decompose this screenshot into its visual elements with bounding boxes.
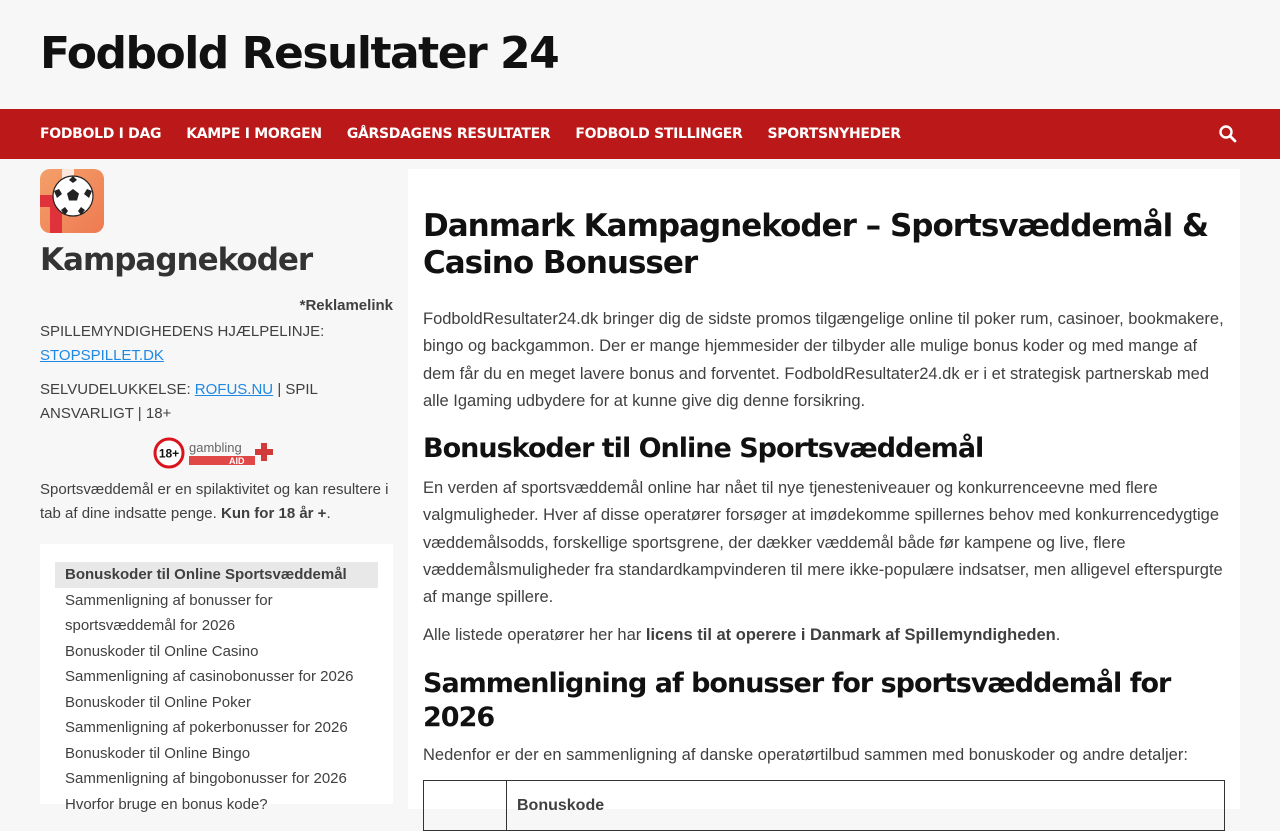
helpline — [40, 320, 393, 368]
toc-item-bonuskoder-sportsvaeddemal[interactable]: Bonuskoder til Online Sportsvæddemål — [55, 562, 378, 588]
table-header-row — [424, 781, 1225, 831]
toc-item-sammenligning-poker[interactable]: Sammenligning af pokerbonusser for 2026 — [65, 719, 348, 736]
soccer-ball-icon[interactable] — [40, 169, 104, 233]
toc-item-sammenligning-bingo[interactable]: Sammenligning af bingobonusser for 2026 — [65, 770, 347, 787]
nav-item-garsdagens-resultater[interactable]: GÅRSDAGENS RESULTATER — [346, 126, 551, 142]
nav-item-fodbold-i-dag[interactable]: FODBOLD I DAG — [40, 126, 162, 142]
disclaimer — [40, 478, 393, 526]
comparison-intro: Nedenfor er der en sammenligning af danske operatørtilbud sammen med bonuskoder og andre detaljer: — [423, 745, 1188, 764]
sidebar-title: Kampagnekoder — [40, 242, 313, 278]
rofus-link[interactable]: ROFUS.NU — [194, 381, 274, 398]
license-bold: licens til at operere i Danmark af Spillemyndigheden — [645, 625, 1056, 644]
disclaimer-end: . — [326, 505, 331, 522]
intro-paragraph: FodboldResultater24.dk bringer dig de sidste promos tilgængelige online til poker rum, casinoer, bookmakere, bingo og backgammon. Der er mange hjemmesider der tilbyder alle mulige bonus koder og med mange af dem får du en meget lavere bonus and forventet. FodboldResultater24.dk er i et strategisk partnerskab med alle Igaming udbydere for at kunne give dig denne forsikring. — [423, 310, 1224, 410]
site-header — [0, 0, 1280, 109]
gambling-aid-logo[interactable] — [185, 437, 281, 469]
sportsvaeddemal-paragraph: En verden af sportsvæddemål online har nået til nye tjenesteniveauer og konkurrenceevne med flere valgmuligheder. Hver af disse operatører forsøger at imødekomme spillernes behov med konkurrencedygtige væddemålsodds, forskellige sportsgrene, der dækker væddemål både før kampene og live, flere væddemålsmuligheder fra standardkampvinderen til mere ikke-populære indsatser, men alligevel efterspurgte af mange spillere. — [423, 479, 1223, 607]
license-paragraph — [423, 622, 1225, 649]
helpline-label: SPILLEMYNDIGHEDENS HJÆLPELINJE: — [40, 323, 325, 340]
disclaimer-bold: Kun for 18 år + — [220, 505, 327, 522]
nav-item-fodbold-stillinger[interactable]: FODBOLD STILLINGER — [575, 126, 743, 142]
responsible-gaming-badges — [40, 436, 393, 470]
sidebar — [40, 169, 393, 813]
table-header-operator — [424, 781, 507, 831]
selvud-suffix: | SPIL ANSVARLIGT | 18+ — [40, 381, 318, 422]
toc-item-bonuskoder-bingo[interactable]: Bonuskoder til Online Bingo — [65, 744, 251, 762]
nav-list — [40, 109, 926, 159]
bonus-comparison-table — [423, 780, 1225, 831]
nav-item-kampe-i-morgen[interactable]: KAMPE I MORGEN — [186, 126, 322, 142]
license-text: Alle listede operatører her har — [423, 625, 642, 644]
svg-text:AID: AID — [228, 456, 244, 466]
stopspillet-link[interactable]: STOPSPILLET.DK — [40, 347, 164, 364]
site-title[interactable]: Fodbold Resultater 24 — [40, 28, 559, 79]
nav-item-sportsnyheder[interactable]: SPORTSNYHEDER — [767, 126, 901, 142]
selvud-label: SELVUDELUKKELSE: — [40, 381, 191, 398]
main-nav — [0, 109, 1280, 159]
svg-text:18+: 18+ — [158, 446, 179, 461]
disclaimer-text: Sportsvæddemål er en spilaktivitet og kan resultere i tab af dine indsatte penge. — [40, 481, 389, 522]
reklamelink-label: *Reklamelink — [299, 297, 393, 314]
toc-item-hvorfor-bonus-kode[interactable]: Hvorfor bruge en bonus kode? — [65, 795, 268, 813]
toc-item-bonuskoder-casino[interactable]: Bonuskoder til Online Casino — [65, 642, 259, 660]
toc-item-bonuskoder-poker[interactable]: Bonuskoder til Online Poker — [65, 693, 251, 711]
search-icon[interactable] — [1218, 124, 1238, 144]
selvudelukkelse — [40, 378, 393, 426]
page-title: Danmark Kampagnekoder – Sportsvæddemål & Casino Bonusser — [423, 208, 1209, 281]
toc-item-sammenligning-sportsvaeddemal[interactable]: Sammenligning af bonusser for sportsvæddemål for 2026 — [65, 591, 273, 634]
age-18-badge[interactable] — [153, 437, 185, 469]
toc-item-sammenligning-casino[interactable]: Sammenligning af casinobonusser for 2026 — [65, 668, 354, 685]
svg-text:gambling: gambling — [188, 440, 242, 455]
main-content — [408, 169, 1240, 814]
table-header-bonuskode: Bonuskode — [507, 781, 1225, 831]
heading-sammenligning-sportsvaeddemal: Sammenligning af bonusser for sportsvæddemål for 2026 — [423, 667, 1171, 733]
license-end: . — [1055, 625, 1061, 644]
table-of-contents — [40, 544, 393, 813]
heading-bonuskoder-sportsvaeddemal: Bonuskoder til Online Sportsvæddemål — [423, 433, 984, 465]
